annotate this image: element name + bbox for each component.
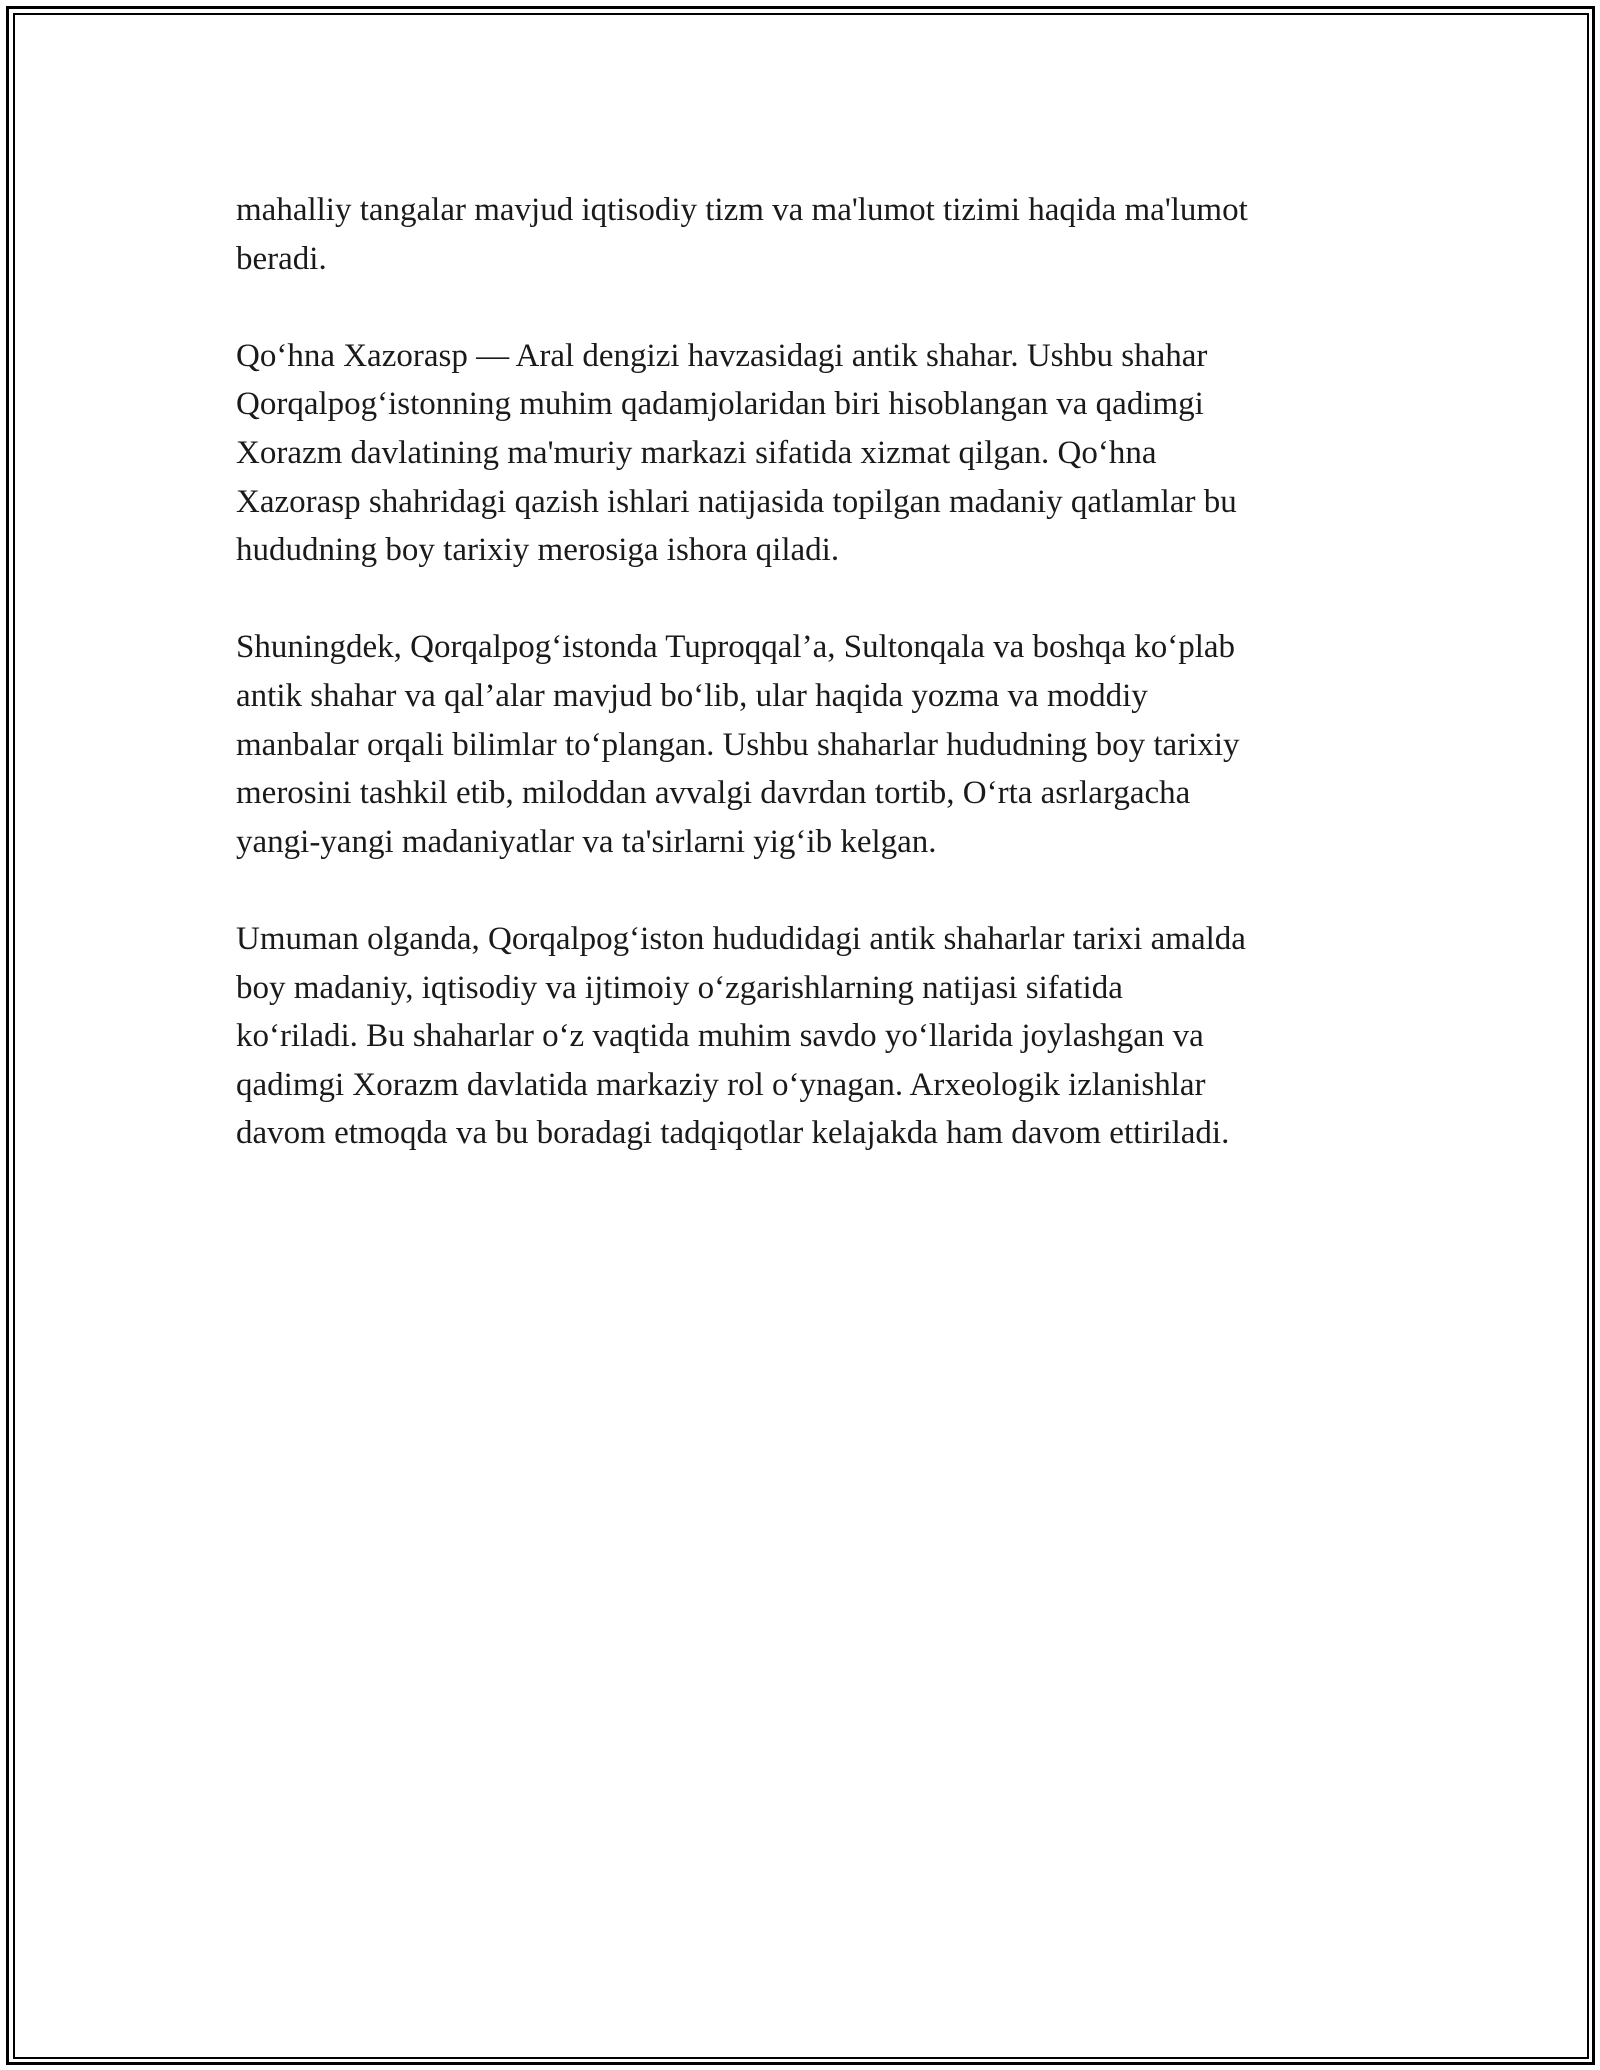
text-line: antik shahar va qal’alar mavjud bo‘lib, ular haqida yozma va moddiy (236, 677, 1148, 714)
text-line: manbalar orqali bilimlar to‘plangan. Ushbu shaharlar hududning boy tarixiy (236, 726, 1240, 763)
text-line: beradi. (236, 240, 327, 277)
text-line: boy madaniy, iqtisodiy va ijtimoiy o‘zgarishlarning natijasi sifatida (236, 969, 1123, 1006)
paragraph-1 (236, 186, 1366, 283)
text-line: hududning boy tarixiy merosiga ishora qiladi. (236, 532, 840, 569)
text-line: merosini tashkil etib, miloddan avvalgi davrdan tortib, O‘rta asrlargacha (236, 775, 1191, 812)
text-line: Umuman olganda, Qorqalpog‘iston hududidagi antik shaharlar tarixi amalda (236, 920, 1246, 957)
text-line: yangi-yangi madaniyatlar va ta'sirlarni yig‘ib kelgan. (236, 823, 937, 860)
text-line: Xorazm davlatining ma'muriy markazi sifatida xizmat qilgan. Qo‘hna (236, 434, 1157, 471)
paragraph-3 (236, 623, 1366, 866)
text-line: mahalliy tangalar mavjud iqtisodiy tizm va ma'lumot tizimi haqida ma'lumot (236, 192, 1248, 228)
paragraph-4 (236, 915, 1366, 1158)
text-line: davom etmoqda va bu boradagi tadqiqotlar kelajakda ham davom ettiriladi. (236, 1115, 1230, 1152)
text-line: Qo‘hna Xazorasp — Aral dengizi havzasidagi antik shahar. Ushbu shahar (236, 337, 1208, 374)
document-body (236, 186, 1366, 1158)
text-line: Qorqalpog‘istonning muhim qadamjolaridan biri hisoblangan va qadimgi (236, 386, 1204, 423)
text-line: qadimgi Xorazm davlatida markaziy rol o‘ynagan. Arxeologik izlanishlar (236, 1066, 1206, 1103)
paragraph-2 (236, 332, 1366, 575)
text-line: Shuningdek, Qorqalpog‘istonda Tuproqqal’a, Sultonqala va boshqa ko‘plab (236, 629, 1236, 666)
text-line: Xazorasp shahridagi qazish ishlari natijasida topilgan madaniy qatlamlar bu (236, 483, 1237, 520)
text-line: ko‘riladi. Bu shaharlar o‘z vaqtida muhim savdo yo‘llarida joylashgan va (236, 1018, 1204, 1055)
